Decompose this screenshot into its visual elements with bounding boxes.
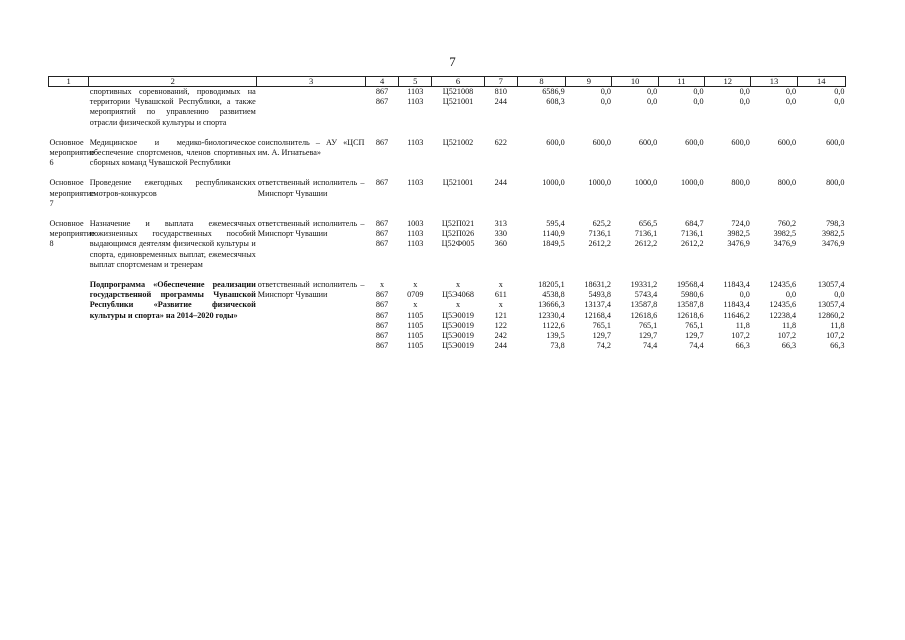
value-2016-cell (612, 178, 658, 209)
value-2017-value: 7136,1 (681, 229, 704, 239)
event-name-cell: спортивных соревнований, проводимых на территории Чувашской Республики, а также мероприятий по управлению развитием отрасли физической культуры и спорта (89, 87, 256, 127)
value-2015-value: 18631,2 (584, 280, 611, 290)
target-article-value: x (455, 300, 461, 310)
table-row (49, 87, 846, 128)
target-article-value: Ц521001 (442, 178, 474, 188)
expense-type-value: x (498, 300, 503, 310)
target-article-cell (432, 178, 484, 209)
section-value: 1003 (407, 219, 424, 229)
value-2020-value: 800,0 (826, 178, 845, 188)
column-header-10: 10 (612, 77, 658, 87)
value-2014-value: 73,8 (550, 341, 565, 351)
value-2020-value: 3476,9 (821, 239, 845, 249)
value-2014-value: 4538,8 (542, 290, 565, 300)
target-article-value: Ц52П021 (441, 219, 475, 229)
value-2017-value: 74,4 (689, 341, 704, 351)
value-2020-value: 798,3 (826, 219, 845, 229)
value-2019-value: 0,0 (785, 87, 797, 96)
column-header-4: 4 (365, 77, 398, 87)
value-2016-value: 7136,1 (634, 229, 658, 239)
value-2019-cell (751, 280, 797, 351)
value-2015-value: 0,0 (600, 87, 611, 96)
column-header-14: 14 (797, 77, 845, 87)
value-2014-cell (517, 138, 565, 169)
value-2015-value: 12168,4 (584, 310, 611, 320)
event-status-cell (49, 280, 89, 351)
table-body (49, 87, 846, 352)
value-2015-value: 13137,4 (584, 300, 611, 310)
value-2015-cell (566, 138, 612, 169)
grbs-value: 867 (375, 320, 389, 330)
value-2016-value: 1000,0 (634, 178, 658, 188)
value-2020-value: 0,0 (834, 97, 845, 107)
value-2018-value: 800,0 (731, 178, 750, 188)
value-2016-value: 19331,2 (630, 280, 658, 290)
value-2017-cell (658, 280, 704, 351)
value-2019-value: 66,3 (781, 341, 797, 351)
column-header-3: 3 (257, 77, 366, 87)
section-value: 0709 (407, 290, 424, 300)
value-2014-value: 1122,6 (542, 320, 565, 330)
executor-cell: ответственный исполнитель – Минспорт Чувашии (257, 178, 365, 198)
value-2015-value: 2612,2 (588, 239, 611, 249)
value-2017-cell (658, 178, 704, 209)
value-2019-value: 0,0 (785, 97, 797, 107)
target-article-value: Ц5Э0019 (442, 310, 474, 320)
value-2015-cell (566, 87, 612, 128)
expense-type-value: x (498, 280, 503, 290)
value-2015-value: 1000,0 (588, 178, 611, 188)
target-article-value: Ц5Э0019 (442, 320, 474, 330)
target-article-cell (432, 138, 484, 169)
value-2019-cell (751, 178, 797, 209)
value-2014-value: 600,0 (546, 137, 565, 147)
value-2018-value: 724,0 (731, 219, 750, 229)
value-2018-cell (705, 138, 751, 169)
grbs-value: 867 (375, 178, 389, 188)
event-status-cell (49, 87, 89, 128)
expense-type-value: 330 (494, 229, 507, 239)
value-2014-value: 595,4 (546, 219, 565, 229)
value-2019-value: 107,2 (777, 331, 797, 341)
value-2016-value: 74,4 (642, 341, 658, 351)
value-2015-value: 129,7 (592, 331, 611, 341)
value-2016-value: 13587,8 (630, 300, 658, 310)
expense-type-value: 122 (494, 320, 507, 330)
column-header-5: 5 (399, 77, 432, 87)
value-2014-value: 1140,9 (542, 229, 565, 239)
expense-type-value: 622 (494, 137, 507, 147)
value-2014-cell (517, 178, 565, 209)
value-2017-value: 1000,0 (681, 178, 704, 188)
executor-cell (257, 87, 366, 128)
value-2020-cell (797, 87, 845, 128)
target-article-value: Ц521002 (442, 137, 474, 147)
section-cell (399, 280, 432, 351)
value-2014-cell (517, 219, 565, 270)
value-2020-value: 0,0 (834, 87, 845, 96)
value-2019-value: 760,2 (777, 219, 797, 229)
value-2018-value: 11646,2 (723, 310, 750, 320)
expense-type-cell (484, 178, 517, 209)
event-name-cell: Назначение и выплата ежемесячных пожизненных государственных пособий выдающимся деятелям физической культуры и спорта, единовременных выплат, ежемесячных выплат спортсменам и тренерам (89, 219, 256, 269)
value-2018-value: 11843,4 (723, 300, 750, 310)
value-2020-value: 0,0 (834, 290, 845, 300)
expense-type-cell (484, 219, 517, 270)
grbs-value: 867 (375, 310, 389, 320)
expense-type-value: 242 (494, 331, 507, 341)
value-2015-cell (566, 178, 612, 209)
grbs-value: 867 (375, 300, 389, 310)
value-2020-value: 13057,4 (817, 300, 845, 310)
value-2018-cell (705, 219, 751, 270)
expense-type-value: 244 (494, 341, 507, 351)
grbs-cell (365, 178, 398, 209)
value-2019-value: 3982,5 (773, 229, 797, 239)
value-2016-value: 2612,2 (634, 239, 658, 249)
value-2015-cell (566, 219, 612, 270)
value-2020-value: 600,0 (826, 137, 845, 147)
expense-type-value: 313 (494, 219, 507, 229)
value-2017-cell (658, 219, 704, 270)
grbs-value: 867 (375, 331, 389, 341)
section-cell (399, 219, 432, 270)
section-cell (399, 138, 432, 169)
value-2016-cell (612, 87, 658, 128)
header-row (49, 77, 846, 87)
expense-type-value: 611 (494, 290, 507, 300)
grbs-value: 867 (375, 341, 389, 351)
value-2019-value: 0,0 (785, 290, 797, 300)
executor-cell: соисполнитель – АУ «ЦСП им. А. Игнатьева» (257, 137, 365, 158)
grbs-cell (365, 219, 398, 270)
value-2019-value: 800,0 (777, 178, 797, 188)
column-header-8: 8 (517, 77, 565, 87)
grbs-value: x (380, 280, 385, 290)
value-2020-value: 107,2 (826, 331, 845, 341)
event-status-cell: Основное мероприятие 6 (49, 137, 95, 168)
expense-type-cell (484, 138, 517, 169)
value-2014-value: 18205,1 (538, 280, 565, 290)
column-header-7: 7 (484, 77, 517, 87)
expense-type-cell (484, 87, 517, 128)
grbs-cell (365, 87, 398, 128)
table-row (49, 178, 846, 209)
value-2016-value: 765,1 (638, 320, 658, 330)
target-article-value: Ц521008 (442, 87, 474, 96)
value-2014-cell (517, 280, 565, 351)
grbs-value: 867 (375, 87, 389, 96)
event-name-cell: Проведение ежегодных республиканских смотров-конкурсов (89, 178, 256, 198)
value-2018-value: 66,3 (735, 341, 750, 351)
value-2020-value: 13057,4 (817, 280, 845, 290)
value-2017-value: 5980,6 (681, 290, 704, 300)
budget-table (48, 76, 846, 351)
value-2017-cell (658, 138, 704, 169)
column-header-1: 1 (49, 77, 89, 87)
value-2016-cell (612, 280, 658, 351)
value-2020-cell (797, 219, 845, 270)
value-2019-value: 600,0 (777, 137, 797, 147)
value-2018-value: 11,8 (735, 320, 750, 330)
value-2019-cell (751, 138, 797, 169)
value-2020-value: 3982,5 (821, 229, 845, 239)
target-article-cell (432, 87, 484, 128)
value-2019-value: 12238,4 (769, 310, 797, 320)
value-2020-value: 11,8 (830, 320, 845, 330)
grbs-value: 867 (375, 219, 389, 229)
value-2018-value: 600,0 (731, 137, 750, 147)
value-2018-cell (705, 280, 751, 351)
value-2015-value: 5493,8 (588, 290, 611, 300)
value-2017-value: 13587,8 (676, 300, 704, 310)
expense-type-value: 810 (494, 87, 507, 96)
value-2019-value: 3476,9 (773, 239, 797, 249)
value-2018-value: 0,0 (739, 97, 750, 107)
target-article-cell (432, 219, 484, 270)
value-2017-value: 600,0 (685, 137, 704, 147)
value-2014-value: 12330,4 (538, 310, 565, 320)
page-number: 7 (449, 54, 456, 69)
column-header-12: 12 (705, 77, 751, 87)
value-2020-cell (797, 138, 845, 169)
value-2018-value: 0,0 (739, 87, 750, 96)
value-2017-value: 684,7 (685, 219, 704, 229)
section-value: 1103 (407, 229, 424, 239)
grbs-cell (365, 138, 398, 169)
value-2017-value: 19568,4 (676, 280, 704, 290)
event-status-cell: Основное мероприятие 7 (49, 178, 95, 208)
value-2014-value: 13666,3 (538, 300, 565, 310)
value-2018-cell (705, 178, 751, 209)
value-2015-value: 74,2 (596, 341, 611, 351)
value-2018-value: 11843,4 (723, 280, 750, 290)
value-2017-value: 0,0 (693, 87, 704, 96)
value-2017-value: 12618,6 (676, 310, 704, 320)
value-2015-value: 7136,1 (588, 229, 611, 239)
grbs-cell (365, 280, 398, 351)
section-value: 1105 (407, 341, 424, 351)
value-2016-value: 0,0 (647, 97, 658, 107)
value-2016-value: 12618,6 (630, 310, 658, 320)
section-value: 1103 (407, 239, 424, 249)
target-article-value: Ц5Э4068 (442, 290, 474, 300)
value-2019-value: 12435,6 (769, 300, 797, 310)
expense-type-value: 244 (494, 97, 507, 107)
section-value: 1103 (407, 178, 424, 188)
table-row (49, 219, 846, 270)
column-header-6: 6 (432, 77, 484, 87)
value-2015-value: 765,1 (592, 320, 611, 330)
value-2014-value: 6586,9 (542, 87, 565, 96)
section-value: x (413, 280, 418, 290)
executor-cell: ответственный исполнитель – Минспорт Чувашии (257, 280, 365, 300)
event-name-cell: Медицинское и медико-биологическое обеспечение спортсменов, членов спортивных сборных команд Чувашской Республики (89, 137, 256, 168)
value-2018-value: 3476,9 (727, 239, 750, 249)
grbs-value: 867 (375, 290, 389, 300)
target-article-value: Ц5Э0019 (442, 331, 474, 341)
value-2016-value: 656,5 (638, 219, 658, 229)
value-2015-value: 0,0 (600, 97, 611, 107)
event-name-cell: Подпрограмма «Обеспечение реализации государственной программы Чувашской Республики «Развитие физической культуры и спорта» на 2014–2020 годы» (89, 280, 256, 320)
value-2018-value: 3982,5 (727, 229, 750, 239)
section-value: 1105 (407, 331, 424, 341)
value-2017-value: 2612,2 (681, 239, 704, 249)
value-2016-cell (612, 138, 658, 169)
value-2015-value: 600,0 (592, 137, 611, 147)
value-2019-value: 11,8 (782, 320, 797, 330)
expense-type-value: 360 (494, 239, 507, 249)
value-2017-cell (658, 87, 704, 128)
column-header-2: 2 (89, 77, 257, 87)
value-2016-value: 600,0 (638, 137, 658, 147)
grbs-value: 867 (375, 137, 389, 147)
expense-type-value: 244 (494, 178, 507, 188)
value-2014-value: 139,5 (546, 331, 565, 341)
value-2018-value: 0,0 (739, 290, 750, 300)
column-header-9: 9 (566, 77, 612, 87)
grbs-value: 867 (375, 239, 389, 249)
value-2015-value: 625,2 (592, 219, 611, 229)
section-value: 1105 (407, 310, 424, 320)
value-2019-cell (751, 87, 797, 128)
table-row (49, 138, 846, 169)
value-2015-cell (566, 280, 612, 351)
section-value: 1103 (407, 137, 424, 147)
grbs-value: 867 (375, 97, 389, 107)
value-2014-value: 1000,0 (542, 178, 565, 188)
section-value: 1105 (407, 320, 424, 330)
section-value: 1103 (407, 97, 424, 107)
value-2018-value: 107,2 (731, 331, 750, 341)
value-2016-value: 129,7 (638, 331, 658, 341)
value-2016-value: 5743,4 (634, 290, 658, 300)
section-value: x (413, 300, 418, 310)
expense-type-cell (484, 280, 517, 351)
event-status-cell: Основное мероприятие 8 (49, 219, 95, 249)
table-row (49, 280, 846, 351)
value-2014-cell (517, 87, 565, 128)
value-2014-value: 1849,5 (542, 239, 565, 249)
target-article-cell (432, 280, 484, 351)
target-article-value: x (455, 280, 461, 290)
value-2017-value: 765,1 (685, 320, 704, 330)
target-article-value: Ц5Э0019 (442, 341, 474, 351)
section-value: 1103 (407, 87, 424, 96)
value-2019-cell (751, 219, 797, 270)
value-2014-value: 608,3 (546, 97, 565, 107)
value-2018-cell (705, 87, 751, 128)
value-2020-cell (797, 178, 845, 209)
value-2016-value: 0,0 (647, 87, 658, 96)
column-header-11: 11 (658, 77, 704, 87)
grbs-value: 867 (375, 229, 389, 239)
value-2016-cell (612, 219, 658, 270)
value-2019-value: 12435,6 (769, 280, 797, 290)
expense-type-value: 121 (494, 310, 507, 320)
value-2020-value: 66,3 (830, 341, 845, 351)
section-cell (399, 178, 432, 209)
value-2020-cell (797, 280, 845, 351)
value-2017-value: 0,0 (693, 97, 704, 107)
value-2017-value: 129,7 (685, 331, 704, 341)
executor-cell: ответственный исполнитель – Минспорт Чувашии (257, 219, 365, 239)
section-cell (399, 87, 432, 128)
target-article-value: Ц521001 (442, 97, 474, 107)
column-header-13: 13 (751, 77, 797, 87)
value-2020-value: 12860,2 (817, 310, 845, 320)
target-article-value: Ц52П026 (441, 229, 475, 239)
target-article-value: Ц52Ф005 (441, 239, 475, 249)
